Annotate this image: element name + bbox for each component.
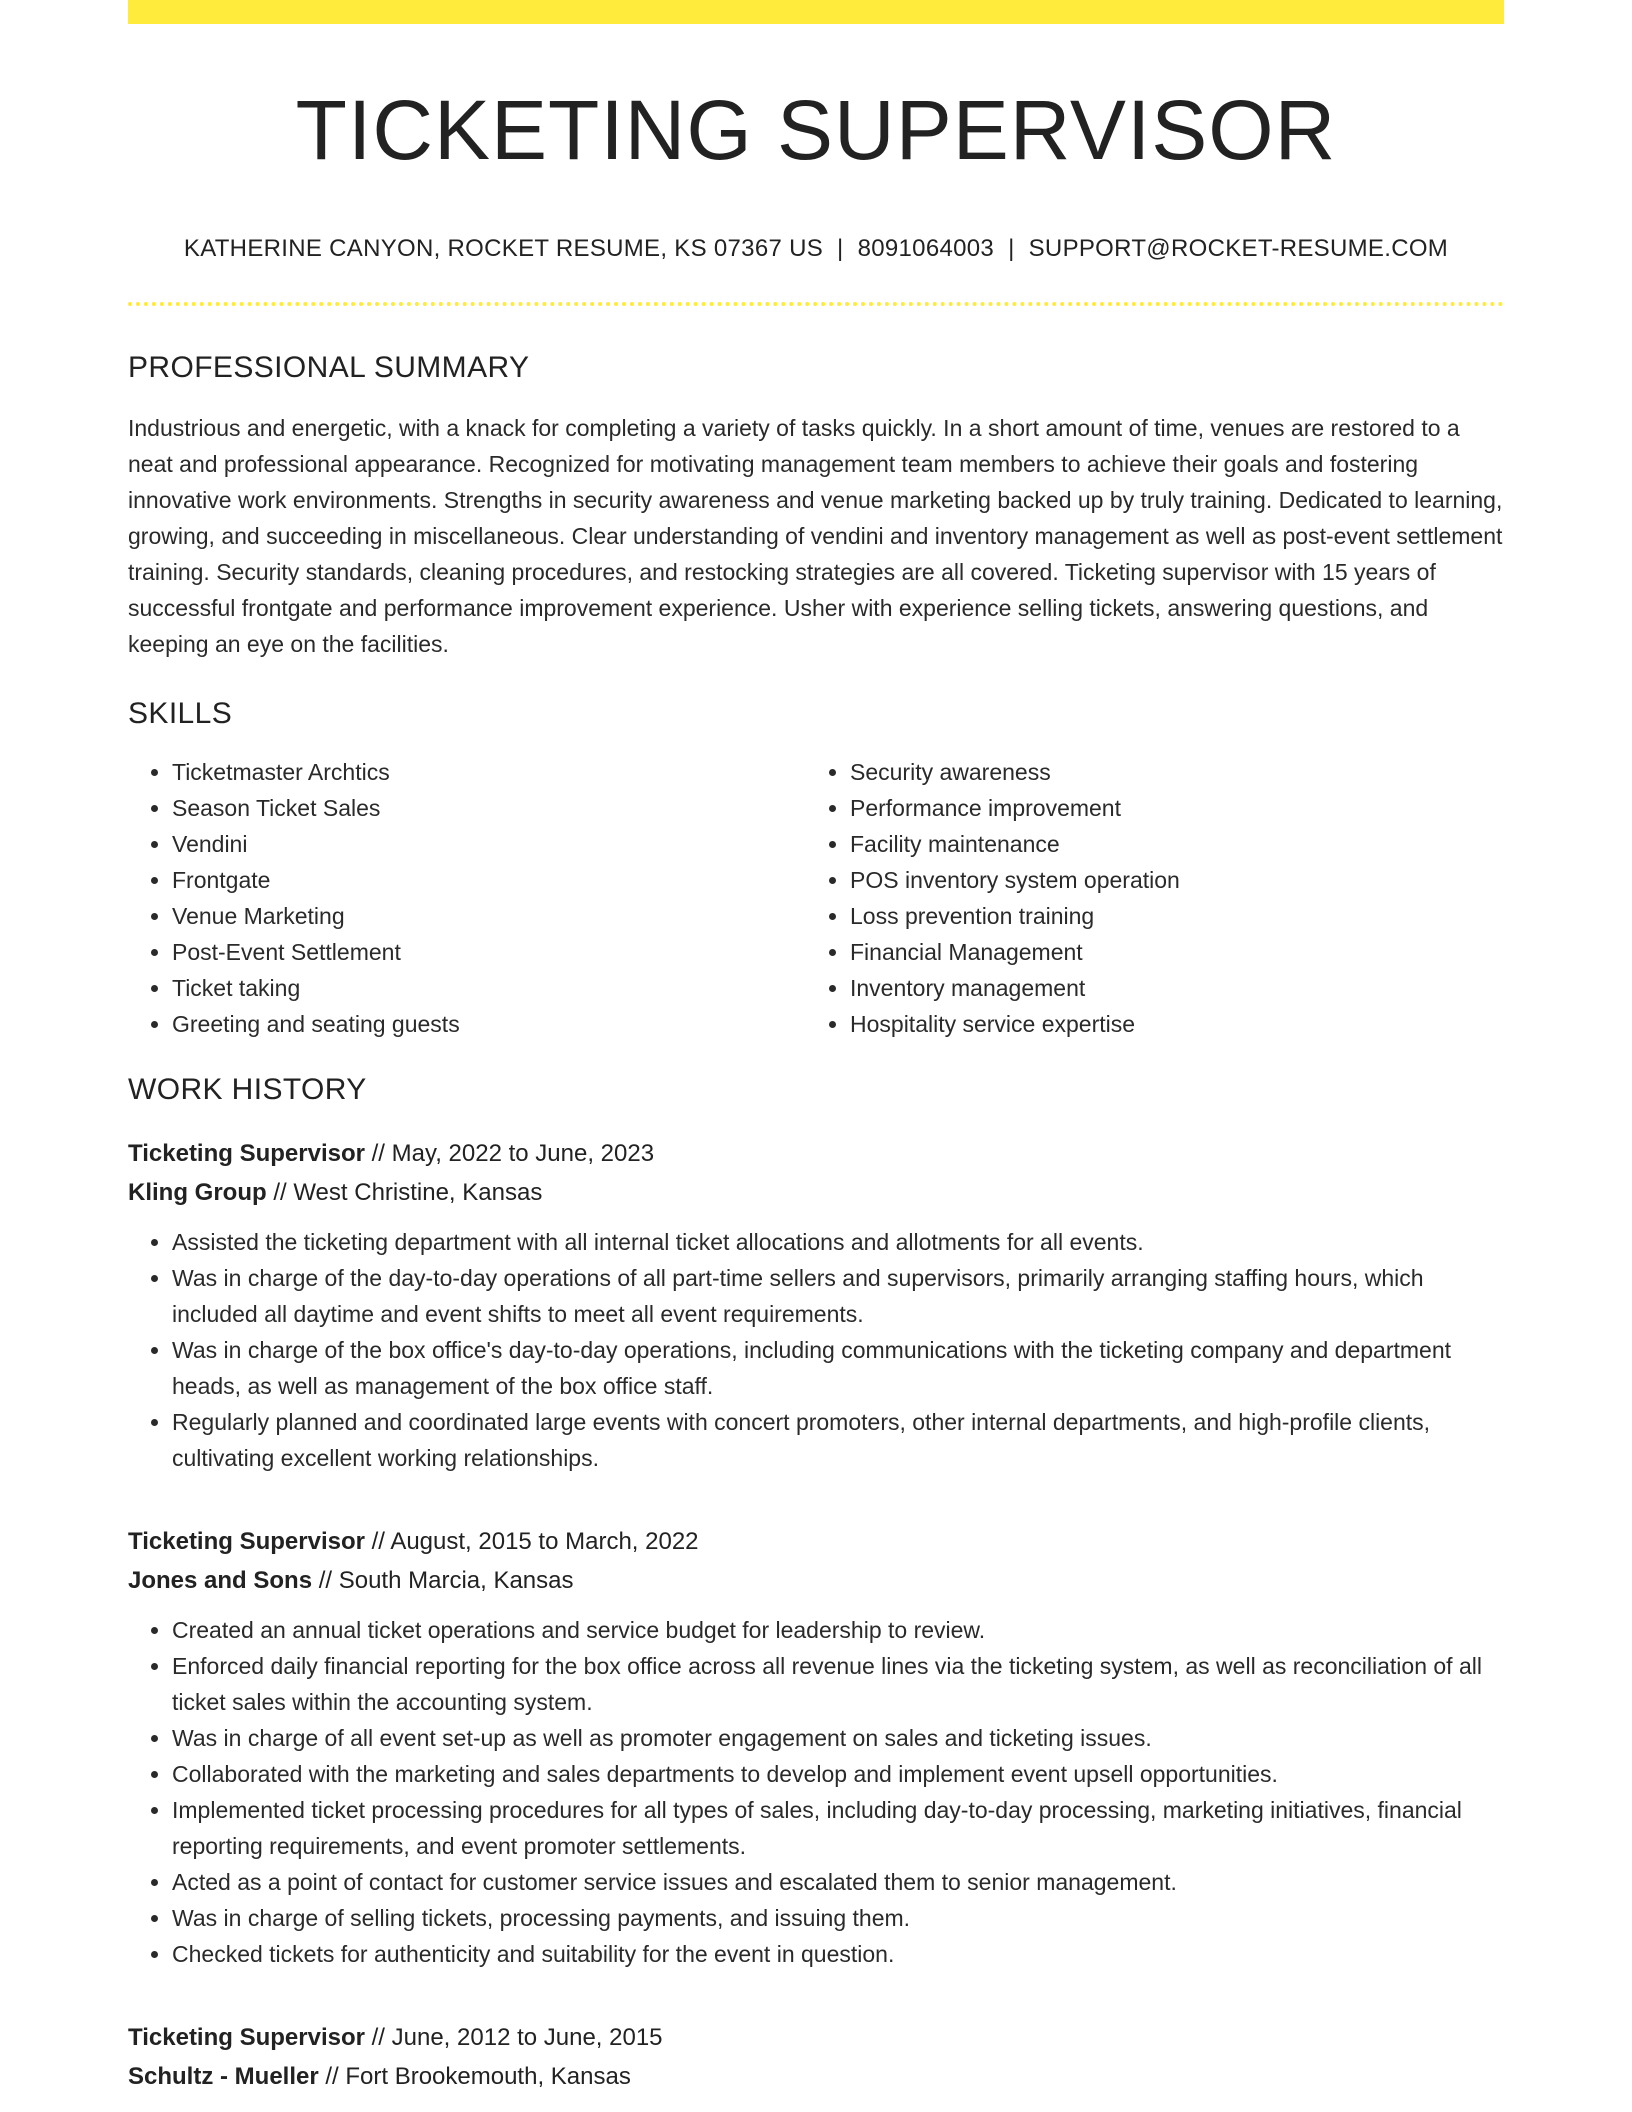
- work-history-heading: WORK HISTORY: [128, 1073, 367, 1106]
- job-bullet: • Was in charge of selling tickets, processing payments, and issuing them.: [172, 1900, 1504, 1936]
- skill-item: • Ticketmaster Archtics: [172, 754, 806, 790]
- job-bullet: • Regularly planned and coordinated large events with concert promoters, other internal departments, and high-profile clients, cultivating excellent working relationships.: [172, 1404, 1504, 1476]
- skill-item: • Inventory management: [850, 970, 1484, 1006]
- job-bullets: [128, 1612, 1504, 1972]
- contact-address: KATHERINE CANYON, ROCKET RESUME, KS 07367 US: [183, 235, 824, 262]
- skills-list: [128, 754, 1504, 1042]
- job-entry: [128, 1134, 1504, 1476]
- job-dates: // May, 2022 to June, 2023: [364, 1140, 655, 1167]
- skill-item: • Performance improvement: [850, 790, 1484, 826]
- skills-column-left: [128, 754, 806, 1042]
- job-company: Jones and Sons: [128, 1567, 313, 1594]
- skill-item: • Security awareness: [850, 754, 1484, 790]
- skill-item: • Ticket taking: [172, 970, 806, 1006]
- skill-item: • Hospitality service expertise: [850, 1006, 1484, 1042]
- job-role: Ticketing Supervisor: [128, 1528, 365, 1555]
- job-company-line: [128, 2057, 1504, 2096]
- job-bullet: • Was in charge of all event set-up as well as promoter engagement on sales and ticketing issues.: [172, 1720, 1504, 1756]
- skills-column-right: [806, 754, 1484, 1042]
- skill-item: • Vendini: [172, 826, 806, 862]
- job-role: Ticketing Supervisor: [128, 2024, 365, 2051]
- job-company-line: [128, 1561, 1504, 1600]
- contact-separator: |: [1008, 235, 1015, 262]
- job-bullet: • Created an annual ticket operations and service budget for leadership to review.: [172, 1612, 1504, 1648]
- job-company: Schultz - Mueller: [128, 2063, 319, 2090]
- skill-item: • POS inventory system operation: [850, 862, 1484, 898]
- job-bullet: • Acted as a point of contact for customer service issues and escalated them to senior management.: [172, 1864, 1504, 1900]
- skill-item: • Post-Event Settlement: [172, 934, 806, 970]
- contact-line: [128, 234, 1504, 264]
- skill-item: • Greeting and seating guests: [172, 1006, 806, 1042]
- skills-heading: SKILLS: [128, 697, 233, 730]
- skill-item: • Venue Marketing: [172, 898, 806, 934]
- job-role-line: [128, 1522, 1504, 1561]
- contact-phone: 8091064003: [857, 235, 995, 262]
- job-bullet: • Assisted the ticketing department with all internal ticket allocations and allotments for all events.: [172, 1224, 1504, 1260]
- resume-title: TICKETING SUPERVISOR: [295, 83, 1337, 177]
- top-accent-bar: [128, 0, 1504, 24]
- job-company: Kling Group: [128, 1179, 267, 1206]
- job-role: Ticketing Supervisor: [128, 1140, 365, 1167]
- job-bullet: • Was in charge of the box office's day-to-day operations, including communications with the ticketing company and department heads, as well as management of the box office staff.: [172, 1332, 1504, 1404]
- job-bullet: • Collaborated with the marketing and sales departments to develop and implement event upsell opportunities.: [172, 1756, 1504, 1792]
- job-role-line: [128, 1134, 1504, 1173]
- job-company-line: [128, 1173, 1504, 1212]
- job-location: // South Marcia, Kansas: [312, 1567, 574, 1594]
- contact-email: SUPPORT@ROCKET-RESUME.COM: [1028, 235, 1449, 262]
- summary-heading: PROFESSIONAL SUMMARY: [128, 351, 530, 384]
- contact-separator: |: [837, 235, 844, 262]
- job-location: // West Christine, Kansas: [266, 1179, 543, 1206]
- skill-item: • Frontgate: [172, 862, 806, 898]
- job-bullets: [128, 1224, 1504, 1476]
- job-bullet: • Checked tickets for authenticity and suitability for the event in question.: [172, 1936, 1504, 1972]
- job-entry: [128, 1522, 1504, 1972]
- skill-item: • Facility maintenance: [850, 826, 1484, 862]
- job-dates: // August, 2015 to March, 2022: [364, 1528, 699, 1555]
- summary-text: Industrious and energetic, with a knack for completing a variety of tasks quickly. In a short amount of time, venues are restored to a neat and professional appearance. Recognized for motivating management team members to achieve their goals and fostering innovative work environments. Strengths in security awareness and venue marketing backed up by truly training. Dedicated to learning, growing, and succeeding in miscellaneous. Clear understanding of vendini and inventory management as well as post-event settlement training. Security standards, cleaning procedures, and restocking strategies are all covered. Ticketing supervisor with 15 years of successful frontgate and performance improvement experience. Usher with experience selling tickets, answering questions, and keeping an eye on the facilities.: [128, 415, 1503, 657]
- job-location: // Fort Brookemouth, Kansas: [318, 2063, 631, 2090]
- job-dates: // June, 2012 to June, 2015: [364, 2024, 663, 2051]
- job-bullet: • Enforced daily financial reporting for the box office across all revenue lines via the ticketing system, as well as reconciliation of all ticket sales within the accounting system.: [172, 1648, 1504, 1720]
- skill-item: • Loss prevention training: [850, 898, 1484, 934]
- skill-item: • Financial Management: [850, 934, 1484, 970]
- dotted-divider: [128, 302, 1504, 306]
- job-role-line: [128, 2018, 1504, 2057]
- resume-page: [128, 0, 1504, 2096]
- job-bullet: • Implemented ticket processing procedures for all types of sales, including day-to-day processing, marketing initiatives, financial reporting requirements, and event promoter settlements.: [172, 1792, 1504, 1864]
- skill-item: • Season Ticket Sales: [172, 790, 806, 826]
- job-entry: [128, 2018, 1504, 2096]
- job-bullet: • Was in charge of the day-to-day operations of all part-time sellers and supervisors, primarily arranging staffing hours, which included all daytime and event shifts to meet all event requirements.: [172, 1260, 1504, 1332]
